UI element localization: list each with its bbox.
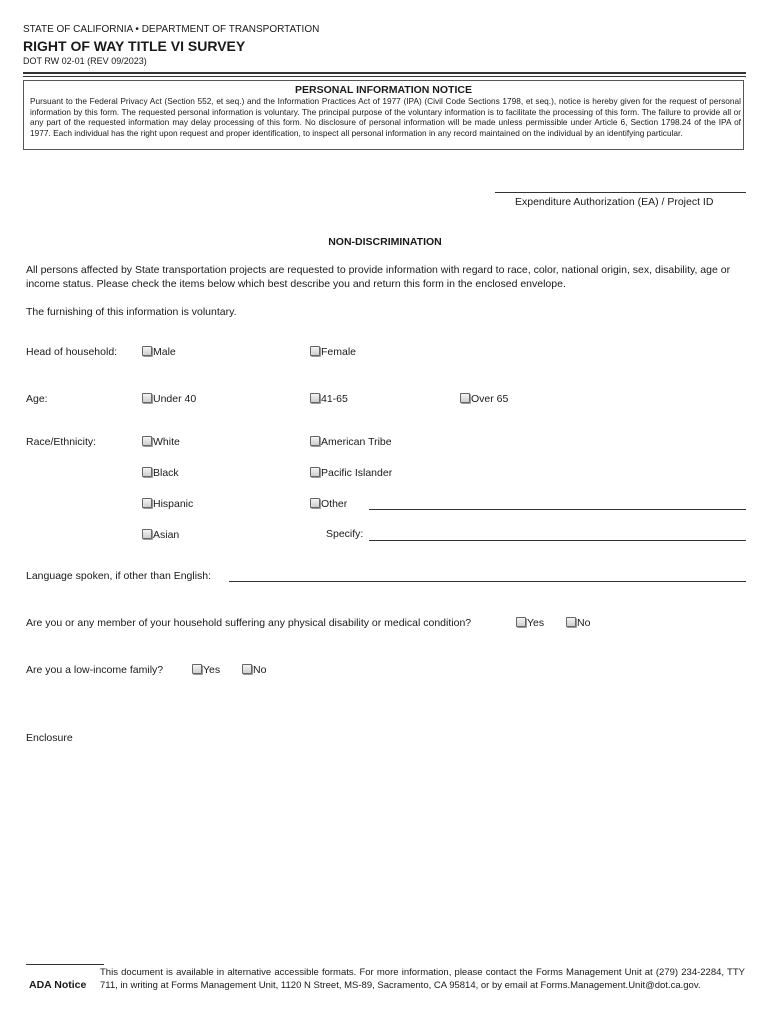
income-no-label: No xyxy=(253,664,267,676)
header-divider-thin xyxy=(23,76,746,77)
voluntary-statement: The furnishing of this information is voluntary. xyxy=(26,306,237,318)
under-40-checkbox[interactable] xyxy=(142,393,152,403)
ea-project-id-label: Expenditure Authorization (EA) / Project ID xyxy=(515,196,714,208)
specify-text-field[interactable] xyxy=(369,540,746,541)
black-option-label: Black xyxy=(153,467,179,479)
male-checkbox[interactable] xyxy=(142,346,152,356)
other-text-field[interactable] xyxy=(369,509,746,510)
black-checkbox[interactable] xyxy=(142,467,152,477)
ea-project-id-field[interactable] xyxy=(495,192,746,193)
age-41-65-checkbox[interactable] xyxy=(310,393,320,403)
privacy-notice-box xyxy=(23,80,744,150)
income-yes-label: Yes xyxy=(203,664,221,676)
privacy-notice-text: Pursuant to the Federal Privacy Act (Section 552, et seq.) and the Information Practices Act of 1977 (IPA) (Civil Code Sections 1798, et seq.), notice is hereby given for the request of personal information by this form. The requested personal information is voluntary. The principal purpose of the voluntary information is to facilitate the processing of this form. The failure to provide all or any part of the requested information may delay processing of this form. No disclosure of personal information will be made unless permissible under Article 6, Section 1798.24 of the IPA of 1977. Each individual has the right upon request and proper identification, to inspect all personal information in any record maintained on the individual by an identifying particular. xyxy=(30,96,741,138)
over-65-option-label: Over 65 xyxy=(471,393,509,405)
hispanic-option-label: Hispanic xyxy=(153,498,194,510)
head-of-household-label: Head of household: xyxy=(26,346,118,358)
ada-notice-text: This document is available in alternative accessible formats. For more information, please contact the Forms Management Unit at (279) 234-2284, TTY 711, in writing at Forms Management Unit, 1120 N Street, MS-89, Sacramento, CA 95814, or by email at Forms.Management.Unit@dot.ca.gov. xyxy=(100,967,745,991)
american-tribe-option-label: American Tribe xyxy=(321,436,392,448)
language-label: Language spoken, if other than English: xyxy=(26,570,212,582)
section-title: NON-DISCRIMINATION xyxy=(328,236,442,248)
form-title: RIGHT OF WAY TITLE VI SURVEY xyxy=(23,38,246,54)
intro-paragraph: All persons affected by State transportation projects are requested to provide information with regard to race, color, national origin, sex, disability, age or income status. Please check the items below which best describe you and return this form in the enclosed envelope. xyxy=(26,264,731,290)
agency-heading: STATE OF CALIFORNIA • DEPARTMENT OF TRANSPORTATION xyxy=(23,24,320,35)
pacific-islander-checkbox[interactable] xyxy=(310,467,320,477)
pacific-islander-option-label: Pacific Islander xyxy=(321,467,393,479)
female-checkbox[interactable] xyxy=(310,346,320,356)
disability-question: Are you or any member of your household suffering any physical disability or medical condition? xyxy=(26,617,472,629)
disability-no-checkbox[interactable] xyxy=(566,617,576,627)
specify-label: Specify: xyxy=(326,528,364,540)
under-40-option-label: Under 40 xyxy=(153,393,197,405)
disability-no-label: No xyxy=(577,617,591,629)
asian-option-label: Asian xyxy=(153,529,180,541)
income-yes-checkbox[interactable] xyxy=(192,664,202,674)
american-tribe-checkbox[interactable] xyxy=(310,436,320,446)
ada-divider xyxy=(26,964,104,965)
white-option-label: White xyxy=(153,436,180,448)
other-option-label: Other xyxy=(321,498,348,510)
asian-checkbox[interactable] xyxy=(142,529,152,539)
enclosure-label: Enclosure xyxy=(26,732,73,744)
disability-yes-label: Yes xyxy=(527,617,545,629)
income-no-checkbox[interactable] xyxy=(242,664,252,674)
race-ethnicity-label: Race/Ethnicity: xyxy=(26,436,97,448)
low-income-question: Are you a low-income family? xyxy=(26,664,164,676)
age-41-65-option-label: 41-65 xyxy=(321,393,348,405)
header-divider xyxy=(23,72,746,74)
age-label: Age: xyxy=(26,393,48,405)
over-65-checkbox[interactable] xyxy=(460,393,470,403)
language-text-field[interactable] xyxy=(229,581,746,582)
privacy-notice-title: PERSONAL INFORMATION NOTICE xyxy=(295,84,472,96)
form-number: DOT RW 02-01 (REV 09/2023) xyxy=(23,56,147,66)
disability-yes-checkbox[interactable] xyxy=(516,617,526,627)
other-checkbox[interactable] xyxy=(310,498,320,508)
male-option-label: Male xyxy=(153,346,176,358)
ada-notice-label: ADA Notice xyxy=(29,979,87,991)
white-checkbox[interactable] xyxy=(142,436,152,446)
female-option-label: Female xyxy=(321,346,357,358)
hispanic-checkbox[interactable] xyxy=(142,498,152,508)
